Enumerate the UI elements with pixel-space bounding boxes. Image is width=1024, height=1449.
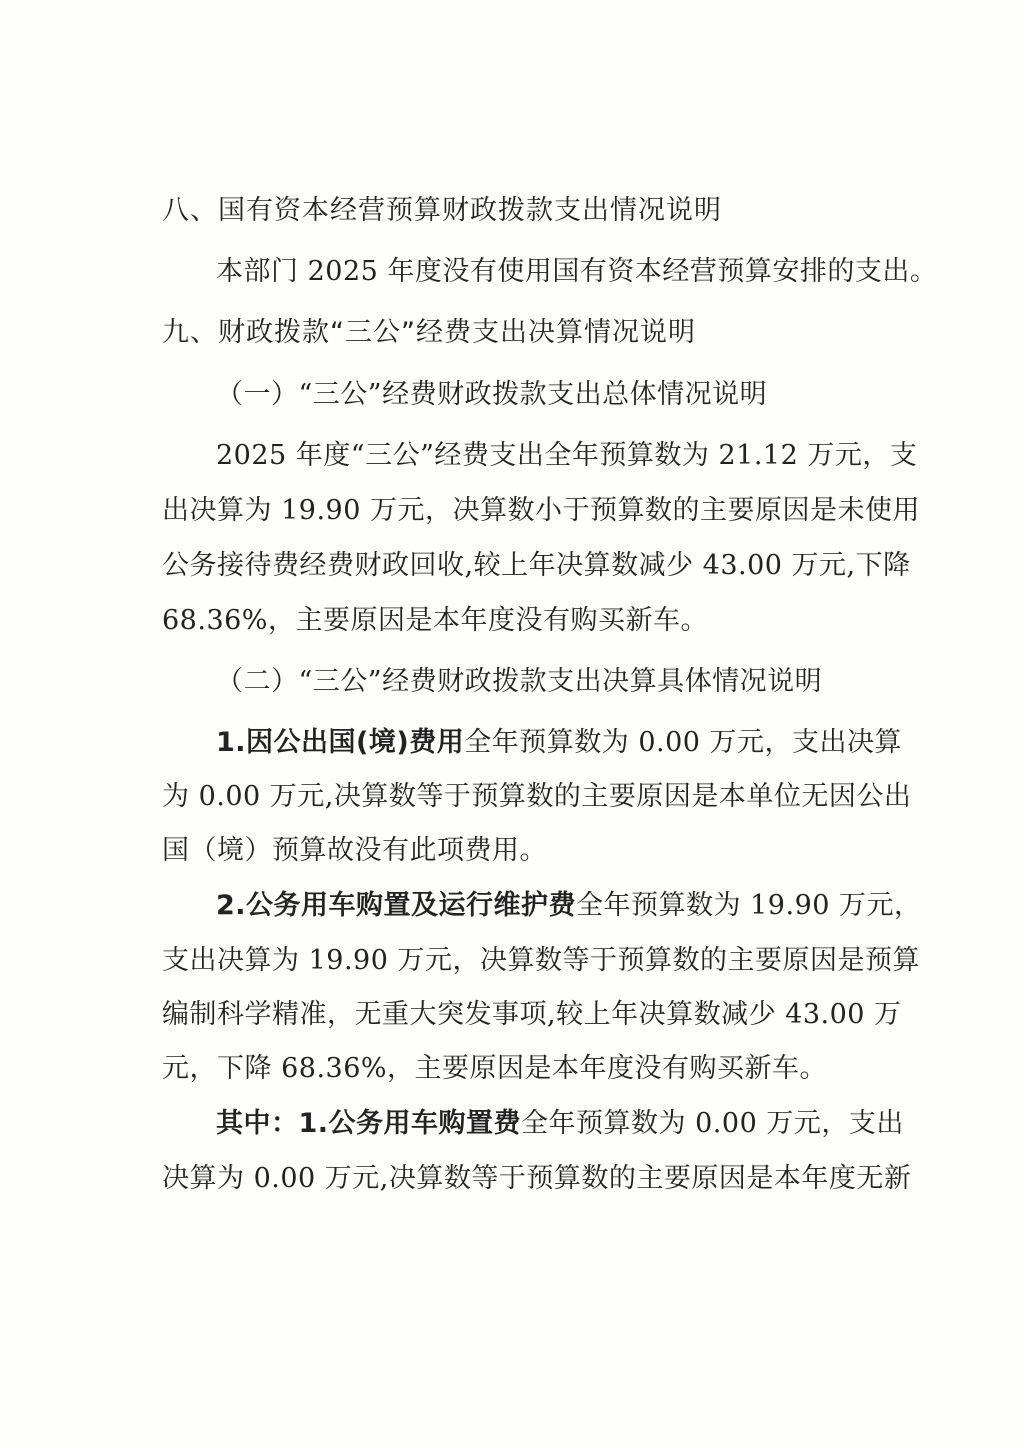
paragraph-line: 决算为 0.00 万元,决算数等于预算数的主要原因是本年度无新 bbox=[162, 1163, 912, 1194]
item-2-first-line bbox=[216, 889, 922, 923]
paragraph-line: 编制科学精准，无重大突发事项,较上年决算数减少 43.00 万 bbox=[162, 999, 902, 1030]
item-3-label: 其中：1.公务用车购置费 bbox=[216, 1108, 522, 1139]
item-1-text: 全年预算数为 0.00 万元，支出决算 bbox=[464, 727, 903, 758]
item-1-first-line bbox=[216, 726, 903, 760]
paragraph-line: 68.36%，主要原因是本年度没有购买新车。 bbox=[162, 605, 708, 636]
section-8-heading: 八、国有资本经营预算财政拨款支出情况说明 bbox=[162, 195, 722, 226]
paragraph-line: 2025 年度“三公”经费支出全年预算数为 21.12 万元，支 bbox=[216, 440, 918, 471]
paragraph-line: 支出决算为 19.90 万元，决算数等于预算数的主要原因是预算 bbox=[162, 945, 920, 976]
paragraph-line: 国（境）预算故没有此项费用。 bbox=[162, 835, 547, 866]
paragraph-line: 元，下降 68.36%，主要原因是本年度没有购买新车。 bbox=[162, 1053, 828, 1084]
section-9-heading: 九、财政拨款“三公”经费支出决算情况说明 bbox=[162, 317, 696, 348]
item-2-text: 全年预算数为 19.90 万元， bbox=[576, 890, 922, 921]
item-3-first-line bbox=[216, 1107, 904, 1141]
subsection-1-title: （一）“三公”经费财政拨款支出总体情况说明 bbox=[216, 379, 768, 410]
paragraph-line: 公务接待费经费财政回收,较上年决算数减少 43.00 万元,下降 bbox=[162, 550, 911, 581]
paragraph-line: 出决算为 19.90 万元，决算数小于预算数的主要原因是未使用 bbox=[162, 495, 920, 526]
section-8-body: 本部门 2025 年度没有使用国有资本经营预算安排的支出。 bbox=[216, 256, 938, 287]
item-1-label: 1.因公出国(境)费用 bbox=[216, 727, 465, 758]
item-2-label: 2.公务用车购置及运行维护费 bbox=[216, 890, 577, 921]
item-3-text: 全年预算数为 0.00 万元，支出 bbox=[521, 1108, 904, 1139]
paragraph-line: 为 0.00 万元,决算数等于预算数的主要原因是本单位无因公出 bbox=[162, 781, 912, 812]
subsection-2-title: （二）“三公”经费财政拨款支出决算具体情况说明 bbox=[216, 666, 823, 697]
